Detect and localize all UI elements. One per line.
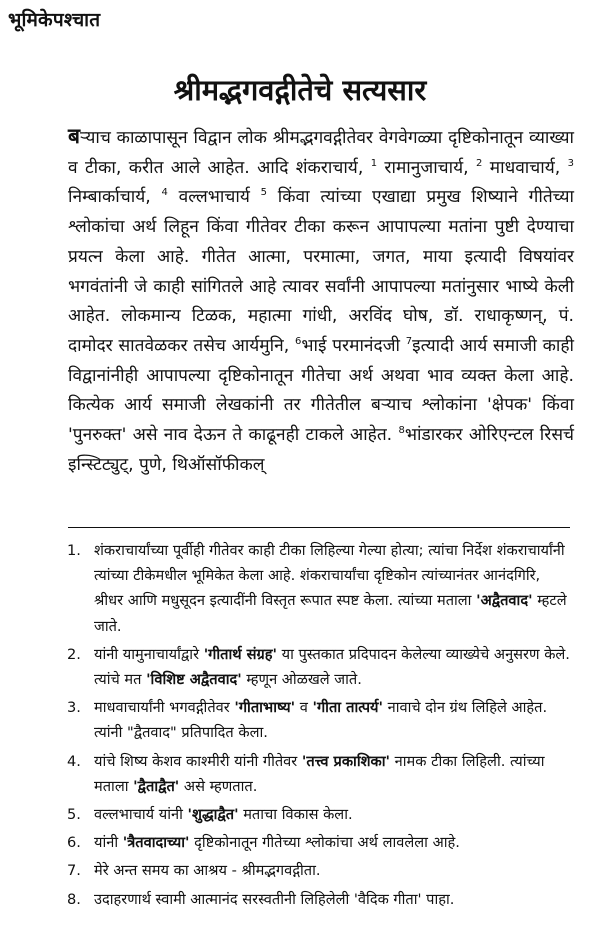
footnote-number: 8.: [67, 890, 81, 908]
footnote-text: यांनी: [94, 834, 123, 852]
footnote-ref: 3: [567, 157, 574, 169]
body-text-segment: इत्यादी आर्य समाजी काही विद्वानांनीही आपापल्या दृष्टिकोनातून गीतेचा अर्थ अथवा भाव व्यक्त केला आहे. कित्येक आर्य समाजी लेखकांनी तर गीतेतील बऱ्याच श्लोकांना 'क्षेपक' किंवा 'पुनरुक्त' असे नाव देऊन ते काढूनही टाकले आहेत.: [68, 335, 574, 446]
footnote-text: म्हणून ओळखले जाते.: [241, 671, 362, 689]
footnote-text: असे म्हणतात.: [179, 777, 258, 795]
footnote-ref: 7: [405, 336, 413, 348]
footnote-text: यांनी यामुनाचार्यांद्वारे: [94, 645, 204, 663]
footnote-text: यांचे शिष्य केशव काश्मीरी यांनी गीतेवर: [94, 752, 302, 770]
body-text-segment: भाई परमानंदजी: [301, 335, 406, 356]
footnote-text: दृष्टिकोनातून गीतेच्या श्लोकांचा अर्थ लावलेला आहे.: [189, 834, 460, 852]
footnote-text: माधवाचार्यांनी भगवद्गीतेवर: [94, 699, 235, 717]
footnote-number: 4.: [67, 752, 81, 770]
footnote-term: 'अद्वैतवाद': [476, 592, 533, 610]
footnote-ref: 5: [260, 187, 268, 199]
footnote-divider: [68, 527, 570, 528]
footnote-text: व: [295, 699, 313, 717]
footnote-number: 6.: [67, 834, 81, 852]
drop-cap: ब: [68, 124, 80, 148]
body-text-segment: माधवाचार्य,: [482, 157, 568, 178]
footnote-term: 'गीतार्थ संग्रह': [203, 645, 277, 663]
footnote-text: म्हटले जाते.: [94, 592, 567, 635]
footnote-item: [67, 858, 572, 883]
body-text-segment: निम्बार्काचार्य,: [68, 187, 162, 208]
footnote-number: 2.: [67, 645, 81, 663]
body-paragraph: [68, 122, 574, 480]
footnote-item: [67, 887, 572, 912]
footnote-ref: 8: [398, 425, 405, 437]
footnote-term: 'द्वैताद्वैत': [133, 777, 180, 795]
chapter-title: श्रीमद्भगवद्गीतेचे सत्यसार: [173, 73, 427, 107]
footnote-item: [67, 538, 572, 639]
footnote-number: 3.: [67, 699, 81, 717]
footnote-number: 7.: [67, 862, 81, 880]
footnote-ref: 6: [294, 336, 302, 348]
footnote-text: मताचा विकास केला.: [238, 806, 353, 824]
footnote-ref: 4: [161, 187, 168, 199]
footnote-text: उदाहरणार्थ स्वामी आत्मानंद सरस्वतीनी लिहिलेली 'वैदिक गीता' पाहा.: [94, 890, 455, 908]
footnote-text: शंकराचार्यांच्या पूर्वीही गीतेवर काही टीका लिहिल्या गेल्या होत्या; त्यांचा निर्देश शंकराचार्यांनी त्यांच्या टीकेमधील भूमिकेत केला आहे. शंकराचार्यांचा दृष्टिकोन त्यांच्यानंतर आनंदगिरि, श्रीधर आणि मधुसूदन इत्यादींनी विस्तृत रूपात स्पष्ट केला. त्यांच्या मताला: [94, 542, 565, 610]
footnote-item: [67, 802, 572, 827]
footnote-text: नामक टीका लिहिली. त्यांच्या मताला: [94, 752, 545, 795]
body-text-segment: वल्लभाचार्य: [167, 187, 261, 208]
body-text-segment: रामानुजाचार्य,: [377, 157, 477, 178]
footnote-item: [67, 749, 572, 799]
footnote-item: [67, 642, 572, 692]
running-header: भूमिकेपश्चात: [8, 9, 101, 31]
footnotes-list: [67, 538, 572, 915]
footnote-item: [67, 830, 572, 855]
footnote-term: 'विशिष्ट अद्वैतवाद': [146, 671, 242, 689]
footnote-text: मेरे अन्त समय का आश्रय - श्रीमद्भगवद्गीता.: [94, 862, 321, 880]
footnote-ref: 1: [370, 157, 378, 169]
footnote-number: 5.: [67, 806, 81, 824]
body-text-segment: किंवा त्यांच्या एखाद्या प्रमुख शिष्याने गीतेच्या श्लोकांचा अर्थ लिहून किंवा गीतेवर टीका करून आपापल्या मतांना पुष्टी देण्याचा प्रयत्न केला आहे. गीतेत आत्मा, परमात्मा, जगत, माया इत्यादी विषयांवर भगवंतांनी जे काही सांगितले आहे त्यावर सर्वांनी आपापल्या मतांनुसार भाष्ये केली आहेत. लोकमान्य टिळक, महात्मा गांधी, अरविंद घोष, डॉ. राधाकृष्णन्, पं. दामोदर सातवेळकर तसेच आर्यमुनि,: [68, 187, 575, 356]
footnote-item: [67, 695, 572, 745]
footnote-text: या पुस्तकात प्रदिपादन केलेल्या व्याख्येचे अनुसरण केले. त्यांचे मत: [94, 645, 570, 689]
footnote-text: नावाचे दोन ग्रंथ लिहिले आहेत. त्यांनी "द्वैतवाद" प्रतिपादित केला.: [94, 699, 548, 742]
body-text-segment: भांडारकर ओरिएन्टल रिसर्च इन्स्टिट्युट्, पुणे, थिऑसॉफीकल्: [68, 425, 575, 475]
body-text-segment: ऱ्याच काळापासून विद्वान लोक श्रीमद्भगवद्गीतेवर वेगवेगळ्या दृष्टिकोनातून व्याख्या व टीका, करीत आले आहेत. आदि शंकराचार्य,: [68, 128, 574, 178]
footnote-term: 'त्रैतवादाच्या': [122, 834, 190, 852]
footnote-ref: 2: [476, 157, 483, 169]
footnote-term: 'शुद्धाद्वैत': [187, 806, 239, 824]
footnote-term: 'गीता तात्पर्य': [312, 699, 383, 717]
footnote-number: 1.: [67, 542, 81, 559]
footnote-text: वल्लभाचार्य यांनी: [94, 806, 188, 824]
footnote-term: 'गीताभाष्य': [234, 699, 296, 717]
footnote-term: 'तत्त्व प्रकाशिका': [301, 752, 390, 770]
